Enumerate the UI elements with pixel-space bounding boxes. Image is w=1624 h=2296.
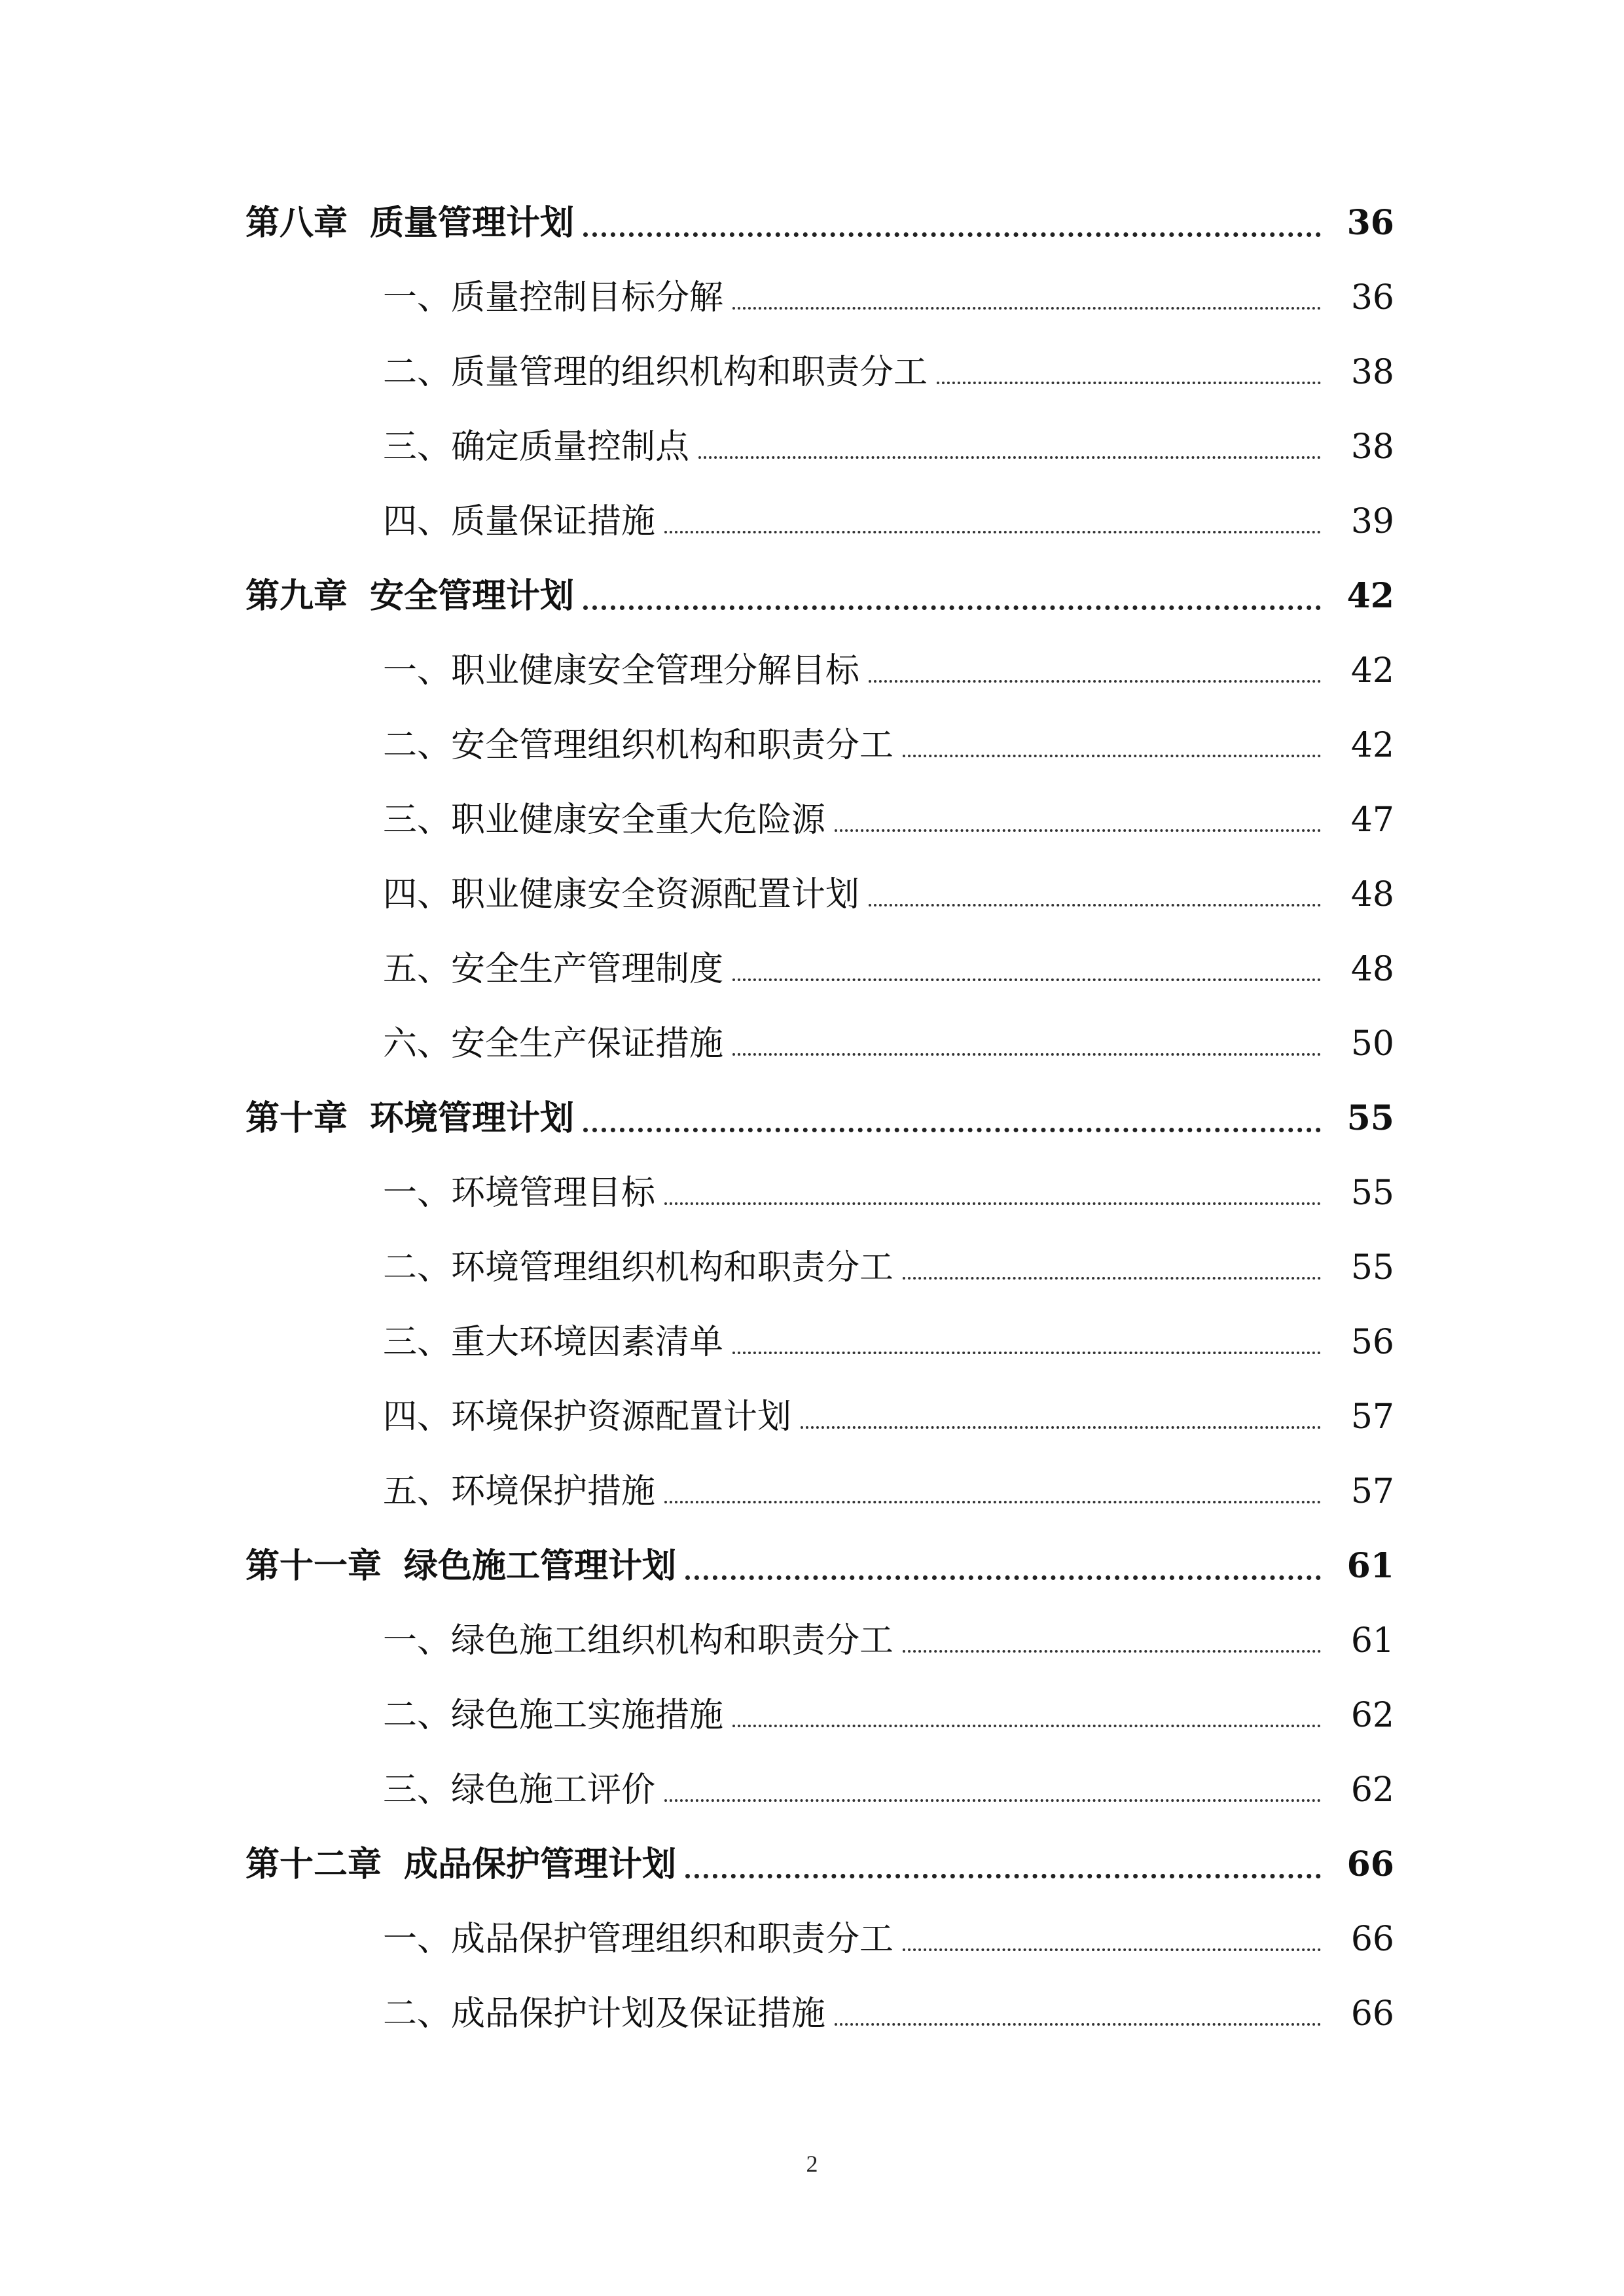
toc-section-entry[interactable] bbox=[0, 418, 1624, 476]
page-ref: 55 bbox=[1346, 1098, 1394, 1138]
entry-title: 四、环境保护资源配置计划 bbox=[383, 1397, 792, 1437]
leader-dots bbox=[685, 1874, 1321, 1878]
entry-title: 一、职业健康安全管理分解目标 bbox=[383, 651, 860, 691]
page-ref: 66 bbox=[1350, 1994, 1394, 2034]
toc-section-entry[interactable] bbox=[0, 1984, 1624, 2043]
chapter-title: 成品保护管理计划 bbox=[404, 1844, 677, 1884]
leader-dots bbox=[732, 978, 1321, 981]
leader-dots bbox=[903, 1650, 1321, 1653]
toc-section-entry[interactable] bbox=[0, 1686, 1624, 1745]
entry-title: 二、质量管理的组织机构和职责分工 bbox=[383, 353, 928, 392]
entry-title: 一、质量控制目标分解 bbox=[383, 278, 724, 317]
entry-title: 四、职业健康安全资源配置计划 bbox=[383, 875, 860, 914]
toc-section-entry[interactable] bbox=[0, 492, 1624, 551]
toc-chapter-entry[interactable] bbox=[0, 567, 1624, 626]
chapter-label: 第十一章 bbox=[245, 1546, 382, 1586]
page-ref: 38 bbox=[1350, 353, 1394, 392]
toc-section-entry[interactable] bbox=[0, 865, 1624, 924]
leader-dots bbox=[869, 680, 1321, 683]
entry-title: 二、环境管理组织机构和职责分工 bbox=[383, 1248, 894, 1287]
page-ref: 62 bbox=[1350, 1770, 1394, 1810]
entry-title: 六、安全生产保证措施 bbox=[383, 1024, 724, 1064]
toc-section-entry[interactable] bbox=[0, 1164, 1624, 1223]
entry-title: 一、环境管理目标 bbox=[383, 1174, 656, 1213]
chapter-title: 安全管理计划 bbox=[370, 576, 575, 616]
page-ref: 57 bbox=[1350, 1472, 1394, 1511]
entry-title: 一、成品保护管理组织和职责分工 bbox=[383, 1920, 894, 1959]
entry-title bbox=[245, 567, 574, 626]
chapter-label: 第十章 bbox=[245, 1098, 348, 1138]
page-ref: 66 bbox=[1346, 1844, 1394, 1884]
toc-section-entry[interactable] bbox=[0, 343, 1624, 402]
entry-title bbox=[245, 1835, 676, 1894]
toc-section-entry[interactable] bbox=[0, 940, 1624, 999]
entry-title: 五、安全生产管理制度 bbox=[383, 950, 724, 989]
toc-section-entry[interactable] bbox=[0, 641, 1624, 700]
leader-dots bbox=[698, 456, 1321, 459]
toc-section-entry[interactable] bbox=[0, 1462, 1624, 1521]
page-ref: 62 bbox=[1350, 1696, 1394, 1735]
leader-dots bbox=[664, 1202, 1321, 1205]
leader-dots bbox=[664, 1799, 1321, 1802]
toc-section-entry[interactable] bbox=[0, 1238, 1624, 1297]
leader-dots bbox=[732, 307, 1321, 310]
toc-section-entry[interactable] bbox=[0, 1014, 1624, 1073]
leader-dots bbox=[937, 382, 1321, 384]
entry-title: 二、安全管理组织机构和职责分工 bbox=[383, 726, 894, 765]
page-ref: 55 bbox=[1350, 1174, 1394, 1213]
entry-title: 二、成品保护计划及保证措施 bbox=[383, 1994, 826, 2034]
leader-dots bbox=[664, 531, 1321, 533]
toc-section-entry[interactable] bbox=[0, 1910, 1624, 1969]
leader-dots bbox=[664, 1501, 1321, 1503]
toc-section-entry[interactable] bbox=[0, 1611, 1624, 1670]
entry-title: 一、绿色施工组织机构和职责分工 bbox=[383, 1621, 894, 1660]
leader-dots bbox=[801, 1426, 1321, 1429]
entry-title: 五、环境保护措施 bbox=[383, 1472, 656, 1511]
leader-dots bbox=[903, 1948, 1321, 1951]
chapter-title: 绿色施工管理计划 bbox=[404, 1546, 677, 1586]
entry-title: 三、确定质量控制点 bbox=[383, 427, 690, 467]
entry-title: 三、重大环境因素清单 bbox=[383, 1323, 724, 1362]
chapter-label: 第九章 bbox=[245, 576, 348, 616]
leader-dots bbox=[732, 1352, 1321, 1354]
toc-section-entry[interactable] bbox=[0, 1313, 1624, 1372]
page-ref: 57 bbox=[1350, 1397, 1394, 1437]
toc-chapter-entry[interactable] bbox=[0, 1835, 1624, 1894]
chapter-label: 第十二章 bbox=[245, 1844, 382, 1884]
page-ref: 36 bbox=[1346, 203, 1394, 243]
page-ref: 42 bbox=[1346, 576, 1394, 616]
entry-title: 三、绿色施工评价 bbox=[383, 1770, 656, 1810]
chapter-title: 环境管理计划 bbox=[370, 1098, 575, 1138]
page-number: 2 bbox=[806, 2151, 818, 2177]
toc-section-entry[interactable] bbox=[0, 1761, 1624, 1820]
page-ref: 36 bbox=[1350, 278, 1394, 317]
toc-chapter-entry[interactable] bbox=[0, 194, 1624, 253]
page-ref: 48 bbox=[1350, 950, 1394, 989]
leader-dots bbox=[869, 904, 1321, 906]
page-ref: 42 bbox=[1350, 726, 1394, 765]
page-ref: 47 bbox=[1350, 800, 1394, 840]
page-ref: 56 bbox=[1350, 1323, 1394, 1362]
page-ref: 38 bbox=[1350, 427, 1394, 467]
page-ref: 61 bbox=[1346, 1546, 1394, 1586]
entry-title: 三、职业健康安全重大危险源 bbox=[383, 800, 826, 840]
page-ref: 61 bbox=[1350, 1621, 1394, 1660]
leader-dots bbox=[732, 1053, 1321, 1056]
toc-section-entry[interactable] bbox=[0, 716, 1624, 775]
leader-dots bbox=[903, 1277, 1321, 1280]
leader-dots bbox=[583, 1128, 1321, 1132]
page-ref: 50 bbox=[1350, 1024, 1394, 1064]
page-ref: 48 bbox=[1350, 875, 1394, 914]
entry-title: 二、绿色施工实施措施 bbox=[383, 1696, 724, 1735]
toc-section-entry[interactable] bbox=[0, 268, 1624, 327]
page-ref: 39 bbox=[1350, 502, 1394, 541]
leader-dots bbox=[835, 829, 1321, 832]
page-ref: 66 bbox=[1350, 1920, 1394, 1959]
leader-dots bbox=[685, 1575, 1321, 1580]
toc-section-entry[interactable] bbox=[0, 1388, 1624, 1446]
leader-dots bbox=[583, 605, 1321, 610]
entry-title: 四、质量保证措施 bbox=[383, 502, 656, 541]
chapter-label: 第八章 bbox=[245, 203, 348, 243]
chapter-title: 质量管理计划 bbox=[370, 203, 575, 243]
leader-dots bbox=[732, 1725, 1321, 1727]
entry-title bbox=[245, 194, 574, 253]
page-ref: 55 bbox=[1350, 1248, 1394, 1287]
entry-title bbox=[245, 1537, 676, 1596]
leader-dots bbox=[583, 232, 1321, 237]
leader-dots bbox=[903, 755, 1321, 757]
leader-dots bbox=[835, 2023, 1321, 2026]
toc-section-entry[interactable] bbox=[0, 791, 1624, 850]
page-ref: 42 bbox=[1350, 651, 1394, 691]
toc-chapter-entry[interactable] bbox=[0, 1089, 1624, 1148]
entry-title bbox=[245, 1089, 574, 1148]
toc-chapter-entry[interactable] bbox=[0, 1537, 1624, 1596]
